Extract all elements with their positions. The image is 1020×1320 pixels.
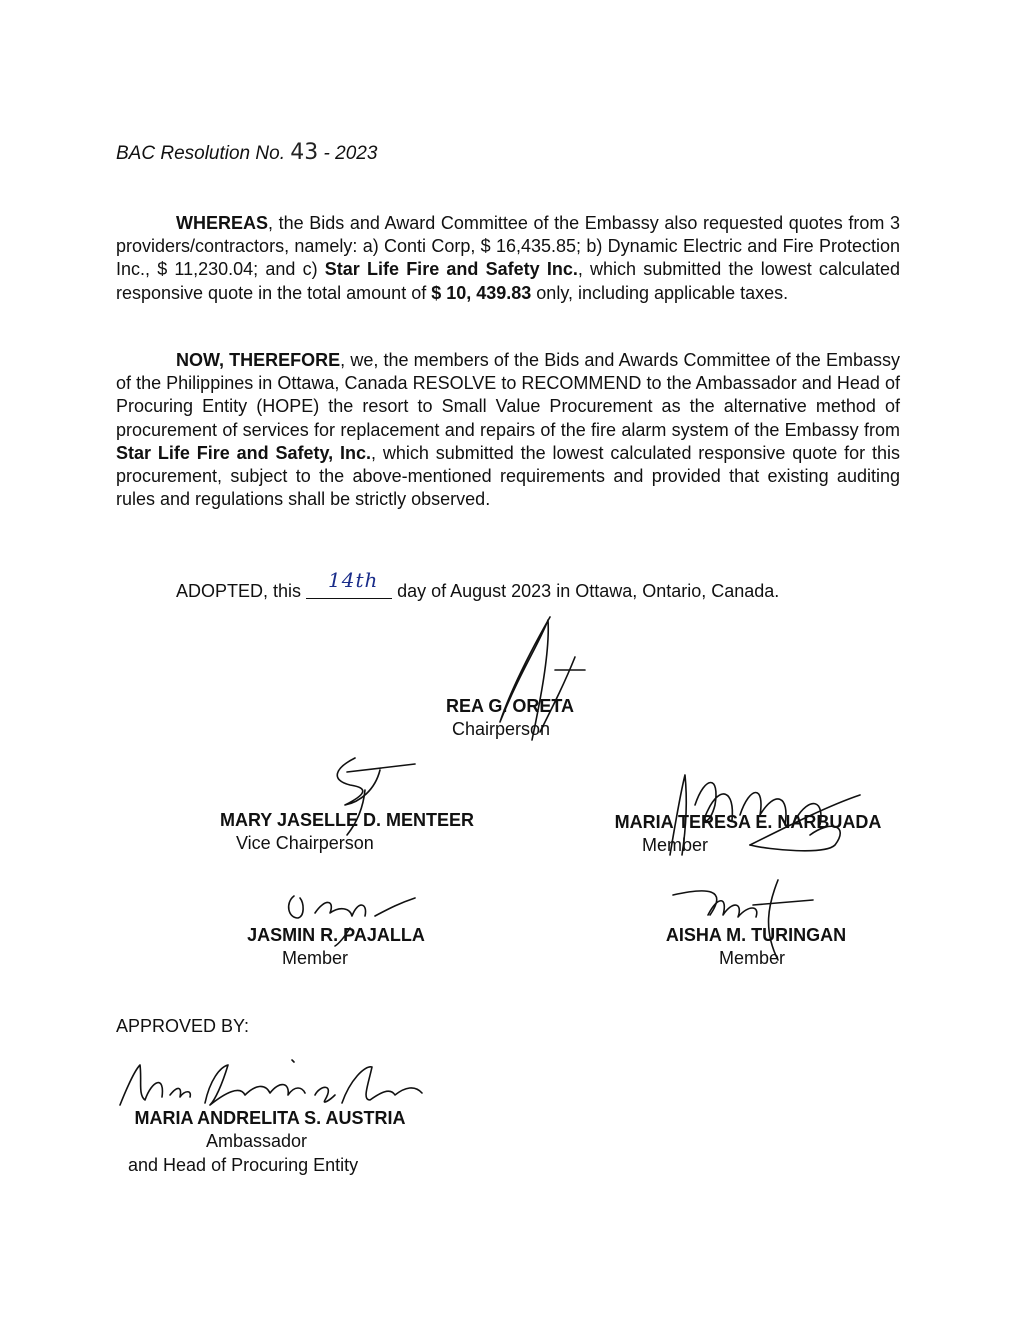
resolution-company: Star Life Fire and Safety, Inc. <box>116 442 372 463</box>
resolution-text-2: , which submitted the lowest calculated responsive quote for this procurement, subject to the above-mentioned requirements and provided that existing auditing rules and regulations shall be strictly observed. <box>116 442 900 510</box>
ambassador-name: MARIA ANDRELITA S. AUSTRIA <box>134 1108 406 1128</box>
ambassador-role-line-2: and Head of Procuring Entity <box>128 1155 359 1175</box>
resolution-separator: - <box>323 143 330 164</box>
whereas-lead: WHEREAS <box>176 213 269 233</box>
adopted-line <box>176 568 780 602</box>
resolution-lead: NOW, THEREFORE <box>176 350 341 370</box>
member1-name: MARIA TERESA E. NARBUADA <box>614 812 882 832</box>
ambassador-signature <box>110 1055 440 1115</box>
member2-name: JASMIN R. PAJALLA <box>247 925 425 945</box>
resolution-text-1: , we, the members of the Bids and Awards Committee of the Embassy of the Philippines in Ottawa, Canada RESOLVE to RECOMMEND to the Ambassador and Head of Procuring Entity (HOPE) the resort to Small Value Procurement as the alternative method of procurement of services for replacement and repairs of the fire alarm system of the Embassy from <box>116 350 900 440</box>
whereas-paragraph <box>116 212 900 305</box>
adopted-day-blank <box>306 568 392 599</box>
whereas-company: Star Life Fire and Safety Inc. <box>324 259 578 280</box>
chair-role: Chairperson <box>452 719 551 739</box>
whereas-amount: $ 10, 439.83 <box>431 282 532 303</box>
resolution-number: 43 <box>290 140 319 165</box>
approved-by-label: APPROVED BY: <box>116 1016 250 1036</box>
resolution-paragraph <box>116 349 900 511</box>
chair-name: REA G. ORETA <box>445 696 574 716</box>
member2-role: Member <box>282 948 349 968</box>
resolution-header <box>116 140 377 165</box>
whereas-text-3: only, including applicable taxes. <box>531 282 789 303</box>
vice-chair-role: Vice Chairperson <box>236 833 374 853</box>
resolution-year: 2023 <box>335 143 378 164</box>
ambassador-role-line-1: Ambassador <box>206 1131 308 1151</box>
member1-role: Member <box>642 835 709 855</box>
adopted-day: 14th <box>328 568 379 592</box>
resolution-label: BAC Resolution No. <box>116 143 285 164</box>
adopted-suffix: day of August 2023 in Ottawa, Ontario, Canada. <box>397 581 780 601</box>
vice-chair-name: MARY JASELLE D. MENTEER <box>219 810 475 830</box>
whereas-text-2: , which submitted the lowest calculated responsive quote in the total amount of <box>116 259 900 303</box>
member3-name: AISHA M. TURINGAN <box>665 925 847 945</box>
member3-role: Member <box>719 948 786 968</box>
whereas-text-1: , the Bids and Award Committee of the Embassy also requested quotes from 3 providers/contractors, namely: a) Conti Corp, $ 16,435.85; b) Dynamic Electric and Fire Protection Inc., $ 11,230.04; and c) <box>116 213 900 280</box>
adopted-prefix: ADOPTED, this <box>176 581 302 601</box>
